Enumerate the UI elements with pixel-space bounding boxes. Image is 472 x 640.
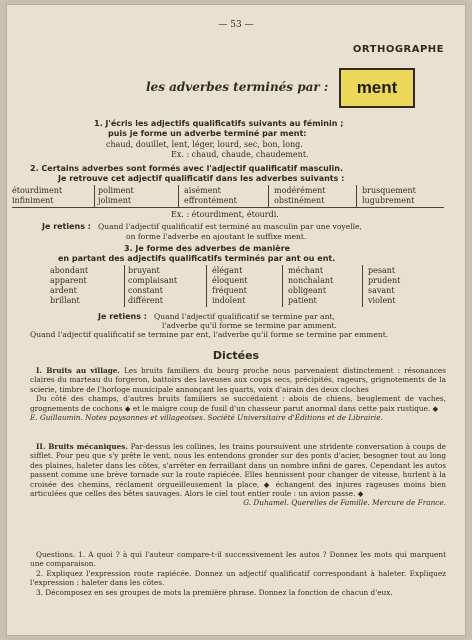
ex2-word: obstinément — [274, 196, 325, 205]
ex3-rule-label: Je retiens : — [98, 312, 147, 321]
dictee-2-title: II. Bruits mécaniques. — [36, 442, 128, 451]
ex3-word: constant — [128, 286, 163, 295]
column-divider — [94, 185, 95, 207]
ex3-word: indolent — [212, 296, 246, 305]
page-number: — 53 — — [218, 20, 254, 30]
dictee-2 — [30, 442, 446, 508]
ex2-word: lugubrement — [362, 196, 415, 205]
ex2-word: brusquement — [362, 186, 416, 195]
ex1-words: chaud, douillet, lent, léger, lourd, sec, bon, long. — [106, 140, 303, 149]
ex3-word: élégant — [212, 266, 243, 275]
rubric-title: ORTHOGRAPHE — [352, 44, 444, 55]
ex1-title2: puis je forme un adverbe terminé par ment: — [108, 129, 307, 138]
ex2-rule-line1: Quand l'adjectif qualificatif est terminé au masculin par une voyelle, — [98, 222, 362, 231]
ex2-example: Ex. : étourdiment, étourdi. — [171, 210, 279, 219]
ex3-word: bruyant — [128, 266, 160, 275]
dictee-1-text: Les bruits familiers du bourg proche nous parvenaient distinctement : résonances claires du marteau du forgeron, battoirs des laveuses aux coups secs, précipités, rageurs, grignotements de la scierie, timbre de l'horloge municipale annonçant les quarts, voix d'airain des deux cloches — [30, 366, 446, 394]
dictee-1-text2: Du côté des champs, d'autres bruits familiers se succédaient : abois de chiens, beuglement de vaches, grognements de cochons ◆ et le maigre coup de fusil d'un chasseur parut anormal dans cette paix rustique. ◆ — [30, 394, 446, 413]
ex3-word: ardent — [50, 286, 77, 295]
book-page — [6, 4, 466, 636]
ex1-title: 1. J'écris les adjectifs qualificatifs suivants au féminin ; — [94, 119, 344, 128]
ex3-column — [128, 266, 177, 306]
dictee-2-text: Par-dessus les collines, les trains poursuivent une stridente conversation à coups de sifflet. Pour peu que s'y prête le vent, nous les entendons gronder sur des ponts d'acier, besogner tout au long des plaines, haleter dans les côtes, s'arrêter en ferraillant dans un nombre infini de gares. Cependant les autos passent comme une brève tornade sur la route rapiécée. Elles hennissent pour changer de vitesse, hurlent à la croisée des chemins, réclament orgueilleusement la place, ◆ échangent des injures rageuses moins bien articulées que celles des bêtes sauvages. Alors le ciel tout entier roule : un avion passe. ◆ — [30, 442, 447, 499]
ex3-word: patient — [288, 296, 317, 305]
dictees-heading: Dictées — [212, 349, 260, 362]
ex3-title2: en partant des adjectifs qualificatifs terminés par ant ou ent. — [58, 254, 336, 263]
ex2-word: effrontément — [184, 196, 237, 205]
ex2-column — [98, 186, 134, 206]
ex3-rule-line2: l'adverbe qu'il forme se termine par amment. — [162, 321, 337, 330]
ex3-word: différent — [128, 296, 164, 305]
ex2-title2: Je retrouve cet adjectif qualificatif dans les adverbes suivants : — [58, 174, 345, 183]
question-1: Questions. 1. A quoi ? à qui l'auteur compare-t-il successivement les autos ? Donnez les mots qui marquent une comparaison. — [30, 550, 446, 569]
ex2-column — [274, 186, 326, 206]
column-divider — [362, 265, 363, 307]
ex2-rule-line2: on forme l'adverbe en ajoutant le suffixe ment. — [126, 232, 307, 241]
ex3-column — [288, 266, 333, 306]
ex2-title: 2. Certains adverbes sont formés avec l'adjectif qualificatif masculin. — [30, 164, 344, 173]
question-3: 3. Décomposez en ses groupes de mots la première phrase. Donnez la fonction de chacun d'eux. — [36, 587, 393, 597]
column-divider — [124, 265, 125, 307]
ex3-word: violent — [368, 296, 396, 305]
ex2-word: modérément — [274, 186, 326, 195]
ex3-word: prudent — [368, 276, 401, 285]
ex3-word: apparent — [50, 276, 87, 285]
lesson-suffix-box: ment — [339, 68, 415, 108]
dictee-2-source: G. Duhamel. Querelles de Famille. Mercure de France. — [243, 498, 446, 508]
ex3-column — [212, 266, 247, 306]
column-divider — [268, 185, 269, 207]
ex2-word: aisément — [184, 186, 221, 195]
ex3-word: abondant — [50, 266, 89, 275]
question-2: 2. Expliquez l'expression route rapiécée. Donnez un adjectif qualificatif correspondant à haleter. Expliquez l'expression : haleter dans les côtes. — [30, 568, 446, 588]
ex2-column — [362, 186, 416, 206]
ex3-word: brillant — [50, 296, 80, 305]
column-baseline — [12, 207, 444, 208]
column-divider — [282, 265, 283, 307]
ex3-word: méchant — [288, 266, 324, 275]
ex3-word: pesant — [368, 266, 396, 275]
ex2-word: étourdiment — [12, 186, 63, 195]
column-divider — [356, 185, 357, 207]
dictee-1-source: E. Guillaumin. Notes paysannes et villageoises. Société Universitaire d'Éditions et de Librairie. — [30, 413, 383, 423]
ex3-word: obligeant — [288, 286, 327, 295]
ex3-word: fréquent — [212, 286, 247, 295]
ex2-column — [184, 186, 237, 206]
ex3-word: nonchalant — [288, 276, 334, 285]
ex3-title: 3. Je forme des adverbes de manière — [124, 244, 291, 253]
dictee-1 — [30, 366, 446, 422]
ex2-word: joliment — [98, 196, 132, 205]
ex3-word: éloquent — [212, 276, 248, 285]
ex3-word: savant — [368, 286, 395, 295]
ex3-word: complaisant — [128, 276, 178, 285]
ex3-column — [50, 266, 88, 306]
dictee-1-title: I. Bruits au village. — [36, 366, 120, 375]
ex2-word: infiniment — [12, 196, 54, 205]
ex1-example: Ex. : chaud, chaude, chaudement. — [171, 150, 309, 159]
ex2-word: poliment — [98, 186, 134, 195]
ex3-rule-line3: Quand l'adjectif qualificatif se termine par ent, l'adverbe qu'il forme se termine par emment. — [30, 330, 389, 339]
ex3-rule-line1: Quand l'adjectif qualificatif se termine par ant, — [154, 312, 335, 321]
column-divider — [178, 185, 179, 207]
ex2-rule-label: Je retiens : — [42, 222, 91, 231]
column-divider — [206, 265, 207, 307]
lesson-title: les adverbes terminés par : — [146, 80, 329, 94]
ex2-column — [12, 186, 62, 206]
questions-block — [30, 550, 446, 597]
ex3-column — [368, 266, 400, 306]
